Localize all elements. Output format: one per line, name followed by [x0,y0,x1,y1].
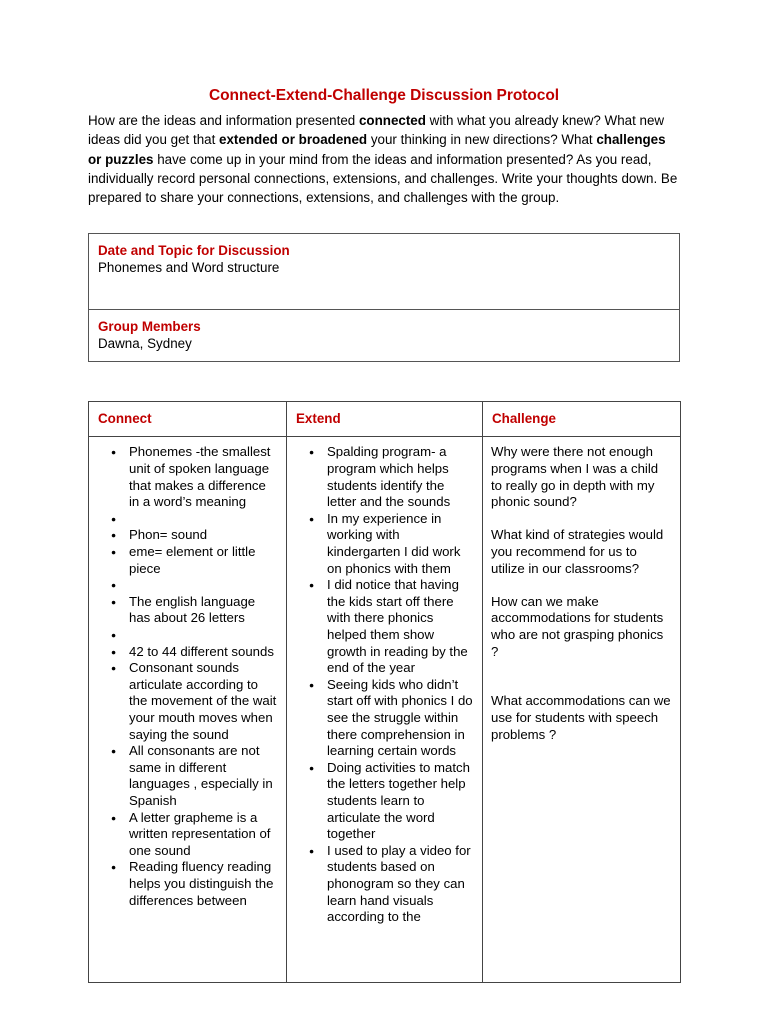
group-members-label: Group Members [98,319,201,335]
challenge-cell[interactable] [483,437,681,983]
challenge-paragraph: How can we make accommodations for students who are not grasping phonics ? [491,593,664,659]
table-header-row [89,402,681,437]
intro-bold-extended: extended or broadened [219,132,368,148]
extend-list [295,444,474,925]
date-topic-label: Date and Topic for Discussion [98,243,290,259]
column-header-connect: Connect [89,402,287,437]
connect-extend-challenge-table [88,401,681,983]
list-item: ● Reading fluency reading helps you distinguish the differences between [129,859,278,909]
list-item: ● Spalding program- a program which helps students identify the letter and the sounds [327,444,474,510]
intro-text-3: your thinking in new directions? What [367,132,597,148]
list-item: ● A letter grapheme is a written representation of one sound [129,810,278,860]
intro-text-1: How are the ideas and information presented [88,113,359,128]
paragraph-spacer [491,677,672,694]
challenge-paragraph: What accommodations can we use for students with speech problems ? [491,693,671,742]
column-header-extend: Extend [287,402,483,437]
group-members-cell[interactable] [89,310,680,362]
date-topic-value[interactable]: Phonemes and Word structure [98,260,280,276]
extend-cell[interactable] [287,437,483,983]
challenge-paragraph: Why were there not enough programs when I was a child to really go in depth with my phonic sound? [491,444,659,510]
column-header-challenge: Challenge [483,402,681,437]
challenge-paragraph: What kind of strategies would you recommend for us to utilize in our classrooms? [491,527,664,576]
connect-cell-inner [97,444,278,976]
list-item: ● In my experience in working with kindergarten I did work on phonics with them [327,511,474,577]
extend-cell-inner [295,444,474,976]
list-item: ● Doing activities to match the letters together help students learn to articulate the word together [327,760,474,843]
challenge-list [491,444,672,976]
intro-text-4: have come up in your mind from the ideas and information presented? As you read, individually record personal connections, extensions, and challenges. Write your thoughts down. Be prepared to share your connections, extensions, and challenges with the group. [88,151,678,206]
list-item [129,577,278,594]
list-item: ● Seeing kids who didn’t start off with phonics I do see the struggle within there comprehension in learning certain words [327,677,474,760]
connect-list [97,444,278,909]
list-item [129,627,278,644]
intro-bold-challenges: challenges or puzzles [88,132,666,167]
group-members-value[interactable]: Dawna, Sydney [98,336,192,352]
list-item: ● I used to play a video for students based on phonogram so they can learn hand visuals according to the [327,843,474,926]
paragraph-spacer [491,511,672,528]
table-row [89,437,681,983]
intro-text-2: with what you already knew? What new ideas did you get that [88,113,665,148]
list-item: ● Consonant sounds articulate according to the movement of the wait your mouth moves when saying the sound [129,660,278,743]
intro-paragraph [88,111,680,207]
info-table [88,233,680,362]
date-topic-cell[interactable] [89,234,680,310]
list-item: ● All consonants are not same in different languages , especially in Spanish [129,743,278,809]
intro-bold-connected: connected [358,113,426,128]
page-title: Connect-Extend-Challenge Discussion Protocol [208,87,560,104]
list-item [129,511,278,528]
list-item: ● eme= element or little piece [129,544,278,577]
list-item: ● The english language has about 26 letters [129,594,278,627]
list-item: ● 42 to 44 different sounds [129,644,278,661]
list-item: ● I did notice that having the kids start off there with there phonics helped them show growth in reading by the end of the year [327,577,474,677]
list-item: ● Phonemes -the smallest unit of spoken language that makes a difference in a word’s meaning [129,444,278,510]
paragraph-spacer [491,577,672,594]
date-topic-row [89,234,680,310]
list-item: ● Phon= sound [129,527,278,544]
document-content [88,86,680,983]
paragraph-spacer [491,660,672,677]
connect-cell[interactable] [89,437,287,983]
group-members-row [89,310,680,362]
